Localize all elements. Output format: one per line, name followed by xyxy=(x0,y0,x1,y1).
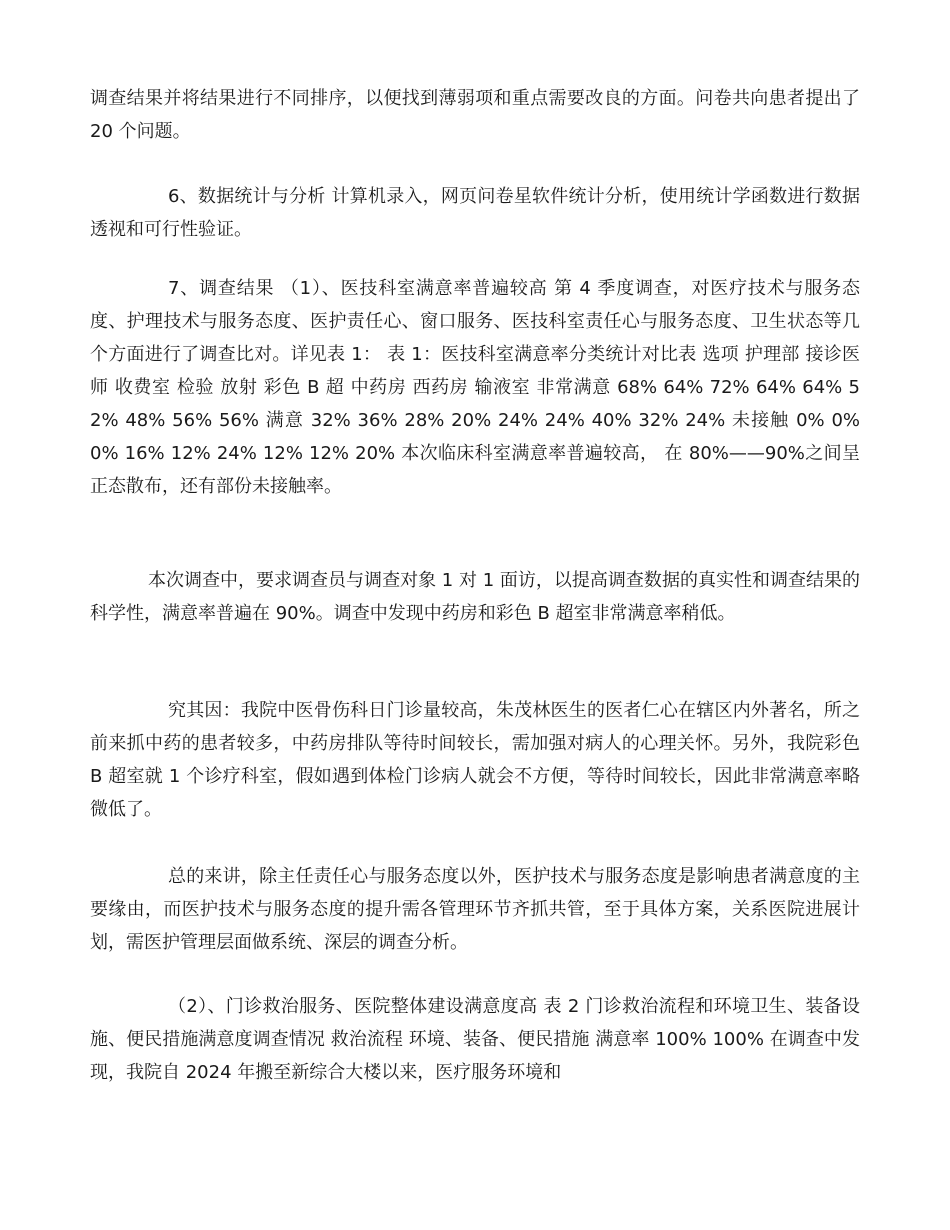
paragraph-survey-results-sorting: 调查结果并将结果进行不同排序，以便找到薄弱项和重点需要改良的方面。问卷共向患者提出了 20 个问题。 xyxy=(90,88,860,142)
paragraph-interview-method: 本次调查中，要求调查员与调查对象 1 对 1 面访，以提高调查数据的真实性和调查结果的科学性，满意率普遍在 90%。调查中发现中药房和彩色 B 超室非常满意率稍低。 xyxy=(90,570,860,624)
paragraph-summary: 总的来讲，除主任责任心与服务态度以外，医护技术与服务态度是影响患者满意度的主要缘由，而医护技术与服务态度的提升需各管理环节齐抓共管，至于具体方案，关系医院进展计划，需医护管理层面做系统、深层的调查分析。 xyxy=(90,866,860,953)
paragraph-data-statistics: 6、数据统计与分析 计算机录入，网页问卷星软件统计分析，使用统计学函数进行数据透视和可行性验证。 xyxy=(90,186,860,240)
paragraph-outpatient-services: （2）、门诊救治服务、医院整体建设满意度高 表 2 门诊救治流程和环境卫生、装备设施、便民措施满意度调查情况 救治流程 环境、装备、便民措施 满意率 100% 100% 在调查中发现，我院自 2024 年搬至新综合大楼以来，医疗服务环境和 xyxy=(90,996,860,1083)
paragraph-cause-analysis: 究其因：我院中医骨伤科日门诊量较高，朱茂林医生的医者仁心在辖区内外著名，所之前来抓中药的患者较多，中药房排队等待时间较长，需加强对病人的心理关怀。另外，我院彩色 B 超室就 1 个诊疗科室，假如遇到体检门诊病人就会不方便，等待时间较长，因此非常满意率略微低了。 xyxy=(90,700,860,820)
paragraph-survey-results-table1: 7、调查结果 （1）、医技科室满意率普遍较高 第 4 季度调查，对医疗技术与服务态度、护理技术与服务态度、医护责任心、窗口服务、医技科室责任心与服务态度、卫生状态等几个方面进行了调查比对。详见表 1： 表 1：医技科室满意率分类统计对比表 选项 护理部 接诊医师 收费室 检验 放射 彩色 B 超 中药房 西药房 输液室 非常满意 68% 64% 72% 64% 64% 52% 48% 56% 56% 满意 32% 36% 28% 20% 24% 24% 40% 32% 24% 未接触 0% 0% 0% 16% 12% 24% 12% 12% 20% 本次临床科室满意率普遍较高， 在 80%——90%之间呈正态散布，还有部份未接触率。 xyxy=(90,278,860,497)
